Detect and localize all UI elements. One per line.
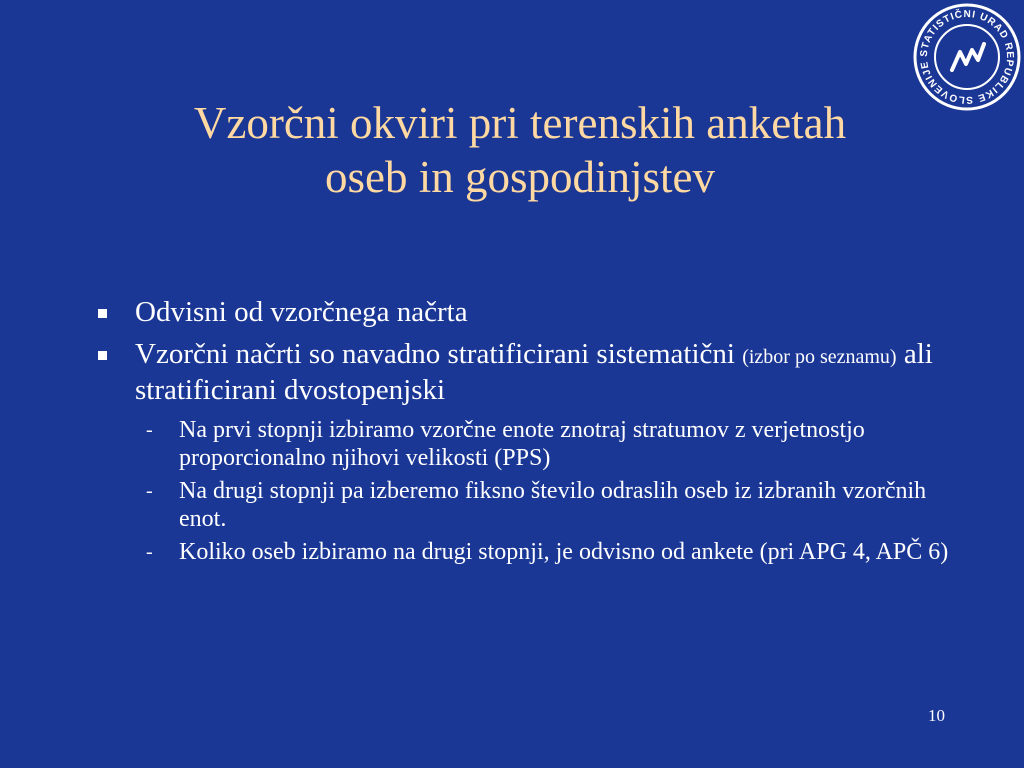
wave-line-icon bbox=[952, 44, 984, 70]
title-line-1: Vzorčni okviri pri terenskih anketah bbox=[193, 98, 847, 148]
sub-bullet-item bbox=[98, 538, 968, 566]
square-bullet-icon bbox=[98, 351, 107, 360]
logo-ring-text: STATISTIČNI URAD REPUBLIKE SLOVENIJE bbox=[918, 8, 1016, 106]
bullet-note: (izbor po seznamu) bbox=[742, 346, 897, 368]
bullet-text-part: ali stratificirani dvostopenjski bbox=[135, 338, 933, 406]
dash-bullet-icon: - bbox=[146, 541, 153, 563]
bullet-item bbox=[98, 296, 968, 329]
sub-bullet-text: Na drugi stopnji pa izberemo fiksno število odraslih oseb iz izbranih vzorčnih enot. bbox=[179, 478, 927, 532]
dash-bullet-icon: - bbox=[146, 419, 153, 441]
sub-bullet-item bbox=[98, 416, 968, 472]
square-bullet-icon bbox=[98, 309, 107, 318]
sub-bullet-item bbox=[98, 477, 968, 533]
slide-title bbox=[60, 96, 980, 204]
sub-bullet-text: Na prvi stopnji izbiramo vzorčne enote znotraj stratumov z verjetnostjo proporcionalno njihovi velikosti (PPS) bbox=[179, 417, 865, 471]
bullet-item bbox=[98, 338, 968, 407]
bullet-text: Odvisni od vzorčnega načrta bbox=[135, 296, 468, 328]
svg-text:STATISTIČNI URAD REPUBLIKE SLO bbox=[919, 7, 1015, 105]
sub-bullet-text: Koliko oseb izbiramo na drugi stopnji, je odvisno od ankete (pri APG 4, APČ 6) bbox=[179, 539, 949, 565]
dash-bullet-icon: - bbox=[146, 480, 153, 502]
page-number: 10 bbox=[928, 706, 945, 725]
slide-content bbox=[98, 296, 968, 571]
title-line-2: oseb in gospodinjstev bbox=[325, 152, 715, 202]
bullet-text-part: Vzorčni načrti so navadno stratificirani sistematični bbox=[135, 338, 743, 370]
